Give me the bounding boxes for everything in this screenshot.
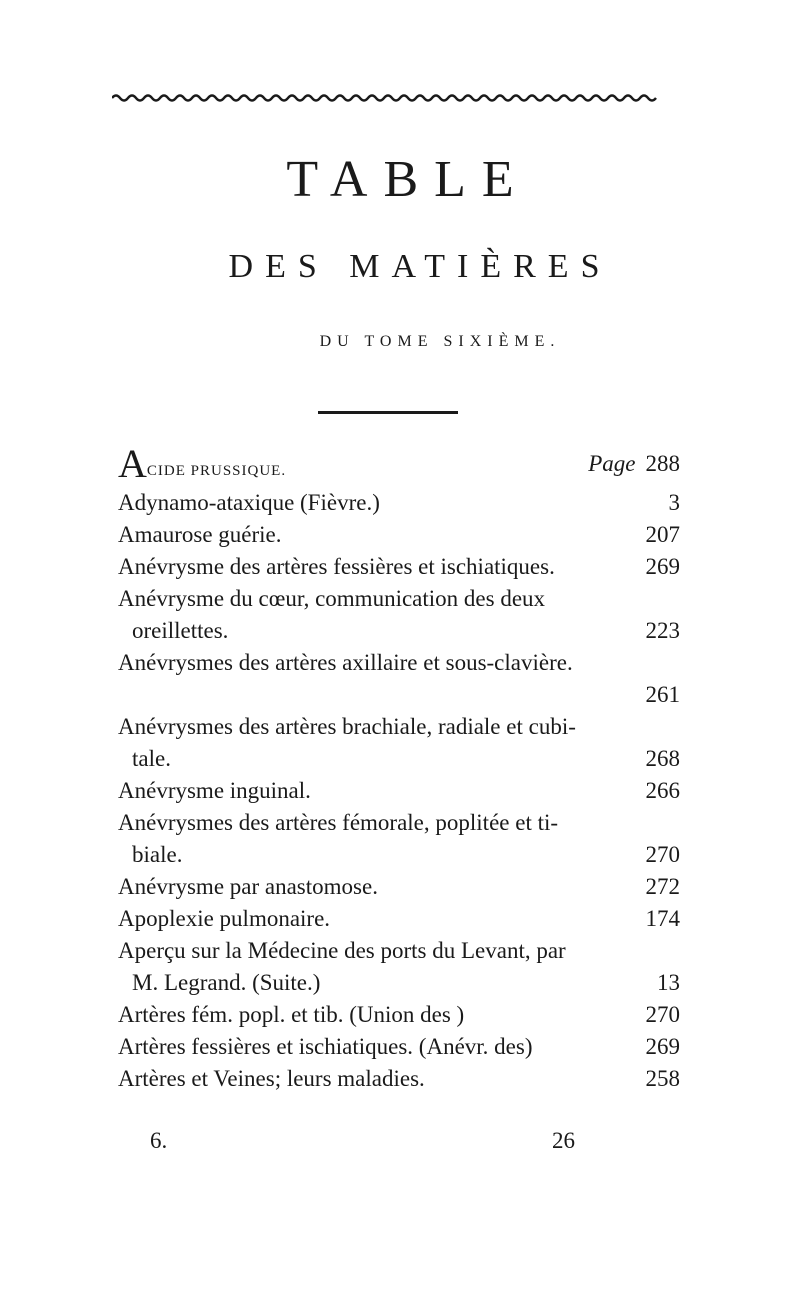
- page-number: 13: [657, 970, 680, 995]
- entry-text: Aperçu sur la Médecine des ports du Levant, par: [118, 938, 566, 963]
- page-number: 270: [645, 842, 680, 867]
- toc-entry: [118, 647, 680, 711]
- entry-text: Anévrysme par anastomose.: [118, 874, 378, 899]
- section-divider: [318, 411, 458, 414]
- entry-text: Apoplexie pulmonaire.: [118, 906, 331, 931]
- entry-continuation: M. Legrand. (Suite.): [132, 970, 321, 995]
- page-number: 207: [645, 522, 680, 547]
- toc-entry: [118, 711, 680, 775]
- page-number: 174: [645, 906, 680, 931]
- drop-cap: A: [118, 441, 147, 486]
- toc-entry: [118, 551, 680, 583]
- entry-text: CIDE PRUSSIQUE.: [146, 463, 287, 479]
- toc-entry: [118, 487, 680, 519]
- entry-continuation: oreillettes.: [132, 618, 229, 643]
- page-number: [588, 448, 680, 487]
- entry-label: [118, 441, 287, 487]
- toc-entry: [118, 999, 680, 1031]
- entry-continuation: biale.: [132, 842, 183, 867]
- page-number: 258: [645, 1066, 680, 1091]
- toc-entry: [118, 441, 680, 487]
- page-number: 266: [645, 778, 680, 803]
- table-of-contents: [118, 441, 680, 1095]
- page-number: 269: [645, 1034, 680, 1059]
- entry-text: Anévrysmes des artères fémorale, poplitée et ti-: [118, 810, 559, 835]
- page-subtitle: DES MATIÈRES: [228, 248, 612, 285]
- page-number: 270: [645, 1002, 680, 1027]
- toc-entry: [118, 935, 680, 999]
- entry-text: Artères et Veines; leurs maladies.: [118, 1066, 425, 1091]
- entry-text: Artères fessières et ischiatiques. (Anévr. des): [118, 1034, 533, 1059]
- entry-text: Anévrysme inguinal.: [118, 778, 311, 803]
- page-value: 288: [645, 451, 680, 476]
- entry-text: Anévrysmes des artères axillaire et sous-clavière.: [118, 650, 573, 675]
- entry-text: Amaurose guérie.: [118, 522, 282, 547]
- page-number: 261: [645, 682, 680, 707]
- page-number: 272: [645, 874, 680, 899]
- page-number: 268: [645, 746, 680, 771]
- page-number: 269: [645, 554, 680, 579]
- entry-text: Artères fém. popl. et tib. (Union des ): [118, 1002, 465, 1027]
- page-label: Page: [588, 451, 636, 476]
- page-number: 3: [668, 490, 680, 515]
- volume-label: DU TOME SIXIÈME.: [319, 333, 561, 350]
- toc-entry: [118, 871, 680, 903]
- toc-entry: [118, 519, 680, 551]
- entry-text: Anévrysmes des artères brachiale, radiale et cubi-: [118, 714, 576, 739]
- toc-entry: [118, 775, 680, 807]
- entry-continuation: [118, 679, 680, 711]
- entry-text: Adynamo-ataxique (Fièvre.): [118, 490, 380, 515]
- toc-entry: [118, 903, 680, 935]
- toc-entry: [118, 583, 680, 647]
- sheet-number: 26: [552, 1128, 575, 1153]
- entry-continuation: tale.: [132, 746, 171, 771]
- wavy-rule-ornament: [112, 92, 660, 104]
- entry-text: Anévrysme du cœur, communication des deux: [118, 586, 546, 611]
- toc-entry: [118, 1063, 680, 1095]
- page-number: 223: [645, 618, 680, 643]
- toc-entry: [118, 1031, 680, 1063]
- entry-text: Anévrysme des artères fessières et ischiatiques.: [118, 554, 555, 579]
- toc-entry: [118, 807, 680, 871]
- signature-mark: 6.: [150, 1128, 168, 1153]
- page-title: TABLE: [286, 151, 530, 208]
